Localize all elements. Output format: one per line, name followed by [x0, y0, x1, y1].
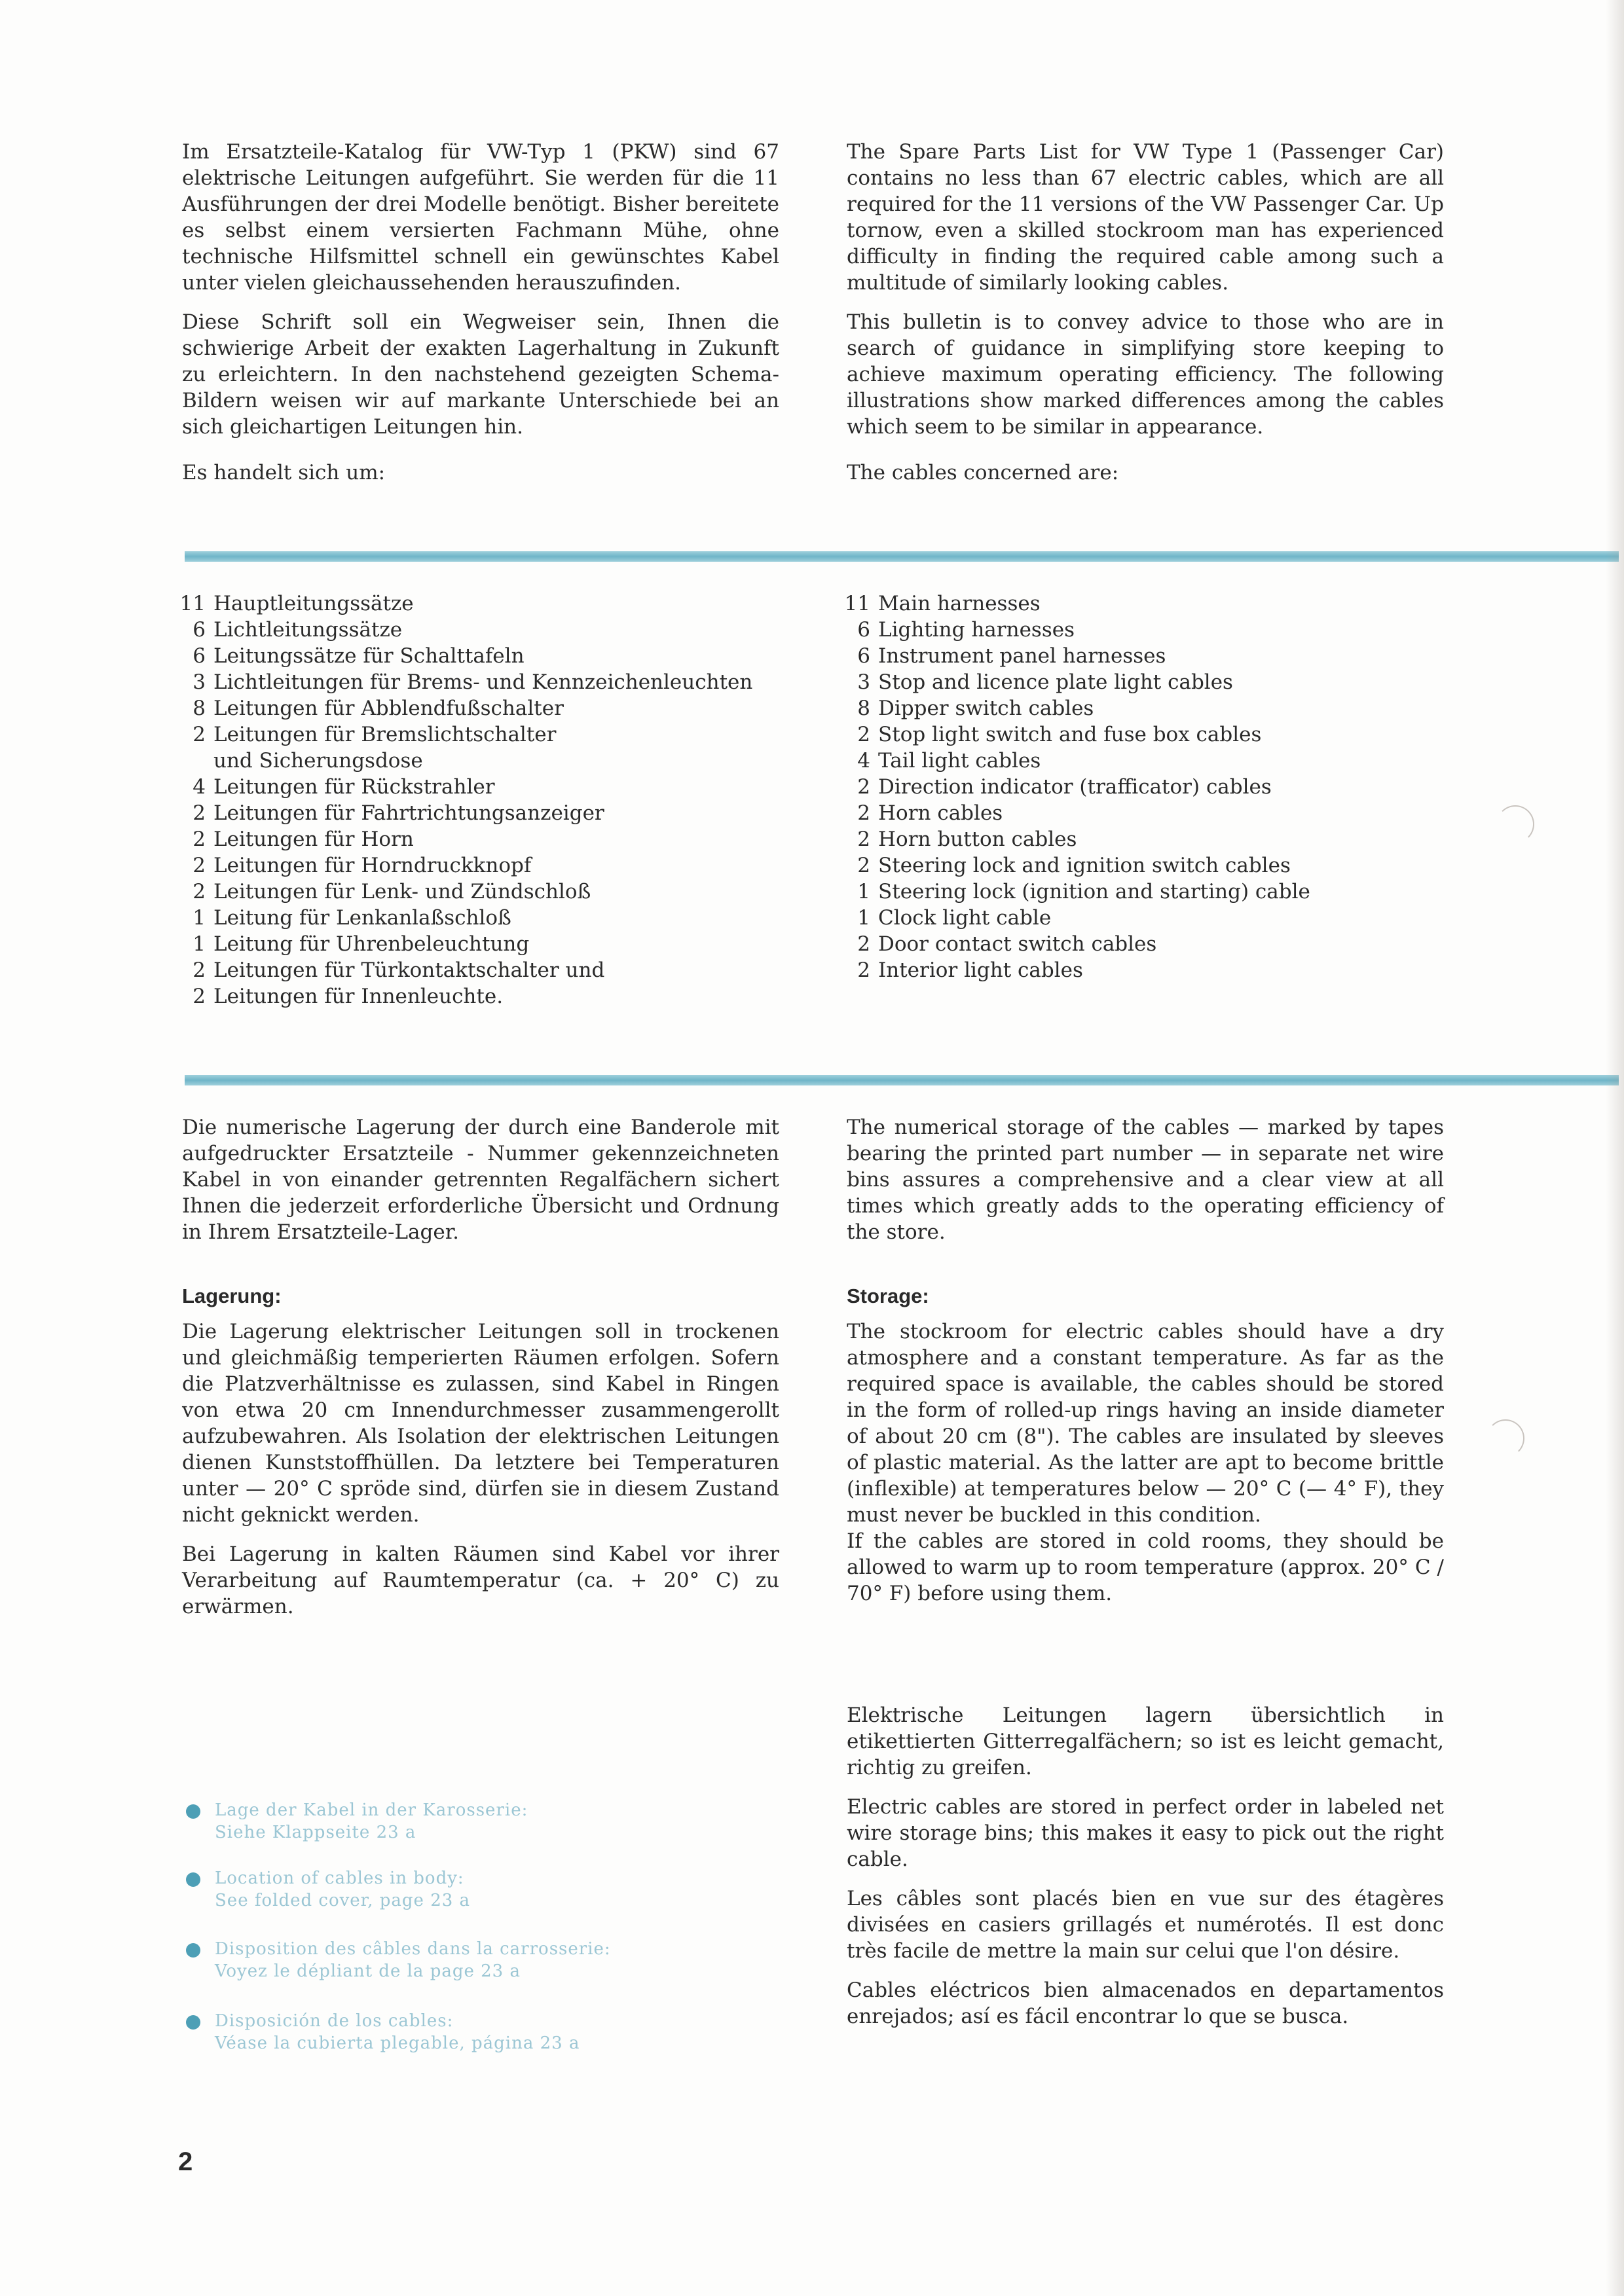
cable-list-item: [172, 591, 800, 617]
english-intro-lead: The cables concerned are:: [847, 461, 1119, 484]
cable-list-item: [172, 983, 800, 1010]
cable-list-item: [836, 748, 1465, 774]
cable-count: 1: [193, 906, 206, 930]
cable-description: Lichtleitungssätze: [213, 618, 403, 642]
binder-hole-icon: [1496, 805, 1534, 843]
location-note-line: See folded cover, page 23 a: [215, 1891, 471, 1910]
bullet-icon: [186, 1872, 200, 1887]
cable-list-item: [836, 695, 1465, 721]
location-note-line: Véase la cubierta plegable, página 23 a: [215, 2033, 580, 2053]
cable-list-item: [836, 957, 1465, 983]
cable-list-item: [172, 748, 800, 774]
english-intro: [847, 139, 1444, 499]
german-storage-paragraph: Die Lagerung elektrischer Leitungen soll in trockenen und gleichmäßig temperierten Räumen erfolgen. Sofern die Platzverhältnisse es zulassen, sind Kabel in Ringen von etwa 20 cm Innendurchmesser zusammengerollt aufzubewahren. Als Isolation der elektrischen Leitungen dienen Kunststoffhüllen. Da letztere bei Temperaturen unter — 20° C spröde sind, dürfen sie in diesem Zustand nicht geknickt werden.: [182, 1320, 779, 1527]
cable-list-item: [172, 931, 800, 957]
cable-list-item: [836, 905, 1465, 931]
english-storage-paragraph: If the cables are stored in cold rooms, they should be allowed to warm up to room temperature (approx. 20° C / 70° F) before using them.: [847, 1529, 1444, 1605]
german-intro-paragraph: Diese Schrift soll ein Wegweiser sein, Ihnen die schwierige Arbeit der exakten Lagerhaltung in Zukunft zu erleichtern. In den nachstehend gezeigten Schema-Bildern weisen wir auf markante Unterschiede bei an sich gleichartigen Leitungen hin.: [182, 310, 779, 439]
cable-description: Clock light cable: [878, 906, 1052, 930]
english-intro-paragraph: The Spare Parts List for VW Type 1 (Passenger Car) contains no less than 67 electric cables, which are all required for the 11 versions of the VW Passenger Car. Up tornow, even a skilled stockroom man has experienced difficulty in finding the required cable among such a multitude of similarly looking cables.: [847, 140, 1444, 295]
cable-count: 2: [857, 723, 870, 746]
page-number: 2: [178, 2147, 193, 2176]
cable-description: Leitung für Uhrenbeleuchtung: [213, 932, 530, 956]
cable-count: 2: [193, 801, 206, 825]
cable-count: 2: [857, 854, 870, 877]
cable-list-item: [172, 879, 800, 905]
cable-list-item: [172, 721, 800, 748]
cable-description: Hauptleitungssätze: [213, 592, 414, 615]
english-intro-paragraph: This bulletin is to convey advice to those who are in search of guidance in simplifying store keeping to achieve maximum operating efficiency. The following illustrations show marked differences among the cables which seem to be similar in appearance.: [847, 310, 1444, 439]
cable-count: 2: [857, 801, 870, 825]
cable-count: 1: [857, 880, 870, 903]
english-storage-paragraph: The stockroom for electric cables should have a dry atmosphere and a constant temperature. As far as the required space is available, the cables should be stored in the form of rolled-up rings having an inside diameter of about 20 cm (8"). The cables are insulated by sleeves of plastic material. As the latter are apt to become brittle (inflexible) at temperatures below — 20° C (— 4° F), they must never be buckled in this condition.: [847, 1320, 1444, 1527]
location-note-line: Siehe Klappseite 23 a: [215, 1823, 416, 1842]
cable-count: 6: [857, 618, 870, 642]
cable-description: Leitungen für Horn: [213, 828, 414, 851]
cable-description: Stop light switch and fuse box cables: [878, 723, 1262, 746]
german-storage-intro: Die numerische Lagerung der durch eine Banderole mit aufgedruckter Ersatzteile - Nummer gekennzeichneten Kabel in von einander getrennten Regalfächern sichert Ihnen die jederzeit erforderliche Übersicht und Ordnung in Ihrem Ersatzteile-Lager.: [182, 1116, 779, 1244]
cable-description: Steering lock (ignition and starting) cable: [878, 880, 1310, 903]
cable-description: Leitungen für Abblendfußschalter: [213, 697, 564, 720]
cable-description: Tail light cables: [878, 749, 1041, 773]
german-intro-lead: Es handelt sich um:: [182, 461, 386, 484]
location-note: [186, 1799, 528, 1844]
location-note-line: Disposición de los cables:: [215, 2011, 454, 2031]
caption-german: Elektrische Leitungen lagern übersichtlich in etikettierten Gitterregalfächern; so ist es leicht gemacht, richtig zu greifen.: [847, 1704, 1444, 1779]
cable-list-item: [172, 852, 800, 879]
cable-list-item: [836, 826, 1465, 852]
cable-count: 4: [857, 749, 870, 773]
cable-description: Interior light cables: [878, 958, 1083, 982]
cable-description: Direction indicator (trafficator) cables: [878, 775, 1272, 799]
cable-count: 2: [857, 828, 870, 851]
cable-count: 2: [193, 958, 206, 982]
cable-list-item: [172, 957, 800, 983]
location-note: [186, 2010, 580, 2054]
german-intro-paragraph: Im Ersatzteile-Katalog für VW-Typ 1 (PKW) sind 67 elektrische Leitungen aufgeführt. Sie werden für die 11 Ausführungen der drei Modelle benötigt. Bisher bereitete es selbst einem versierten Fachmann Mühe, ohne technische Hilfsmittel schnell ein gewünschtes Kabel unter vielen gleichaussehenden herauszufinden.: [182, 140, 779, 295]
cable-count: 1: [193, 932, 206, 956]
cable-list-item: [172, 905, 800, 931]
cable-list-item: [172, 774, 800, 800]
caption-english: Electric cables are stored in perfect order in labeled net wire storage bins; this makes it easy to pick out the right cable.: [847, 1795, 1444, 1871]
cable-description: Leitungssätze für Schalttafeln: [213, 644, 525, 668]
cable-description: Leitungen für Innenleuchte.: [213, 985, 504, 1008]
cable-count: 8: [193, 697, 206, 720]
bullet-icon: [186, 1943, 200, 1958]
german-storage-heading: Lagerung:: [182, 1285, 282, 1307]
cable-count: 2: [193, 828, 206, 851]
cable-count: 1: [857, 906, 870, 930]
cable-description: Leitungen für Horndruckknopf: [213, 854, 532, 877]
cable-count: 6: [193, 644, 206, 668]
cable-count: [172, 748, 213, 774]
cable-list-item: [836, 879, 1465, 905]
cable-list-item: [172, 826, 800, 852]
cable-count: 6: [193, 618, 206, 642]
english-storage-heading: Storage:: [847, 1285, 929, 1307]
german-cable-list: [172, 591, 800, 1010]
binder-hole-icon: [1486, 1419, 1524, 1457]
location-note: [186, 1938, 611, 1982]
location-note-line: Location of cables in body:: [215, 1868, 464, 1888]
cable-description: Lighting harnesses: [878, 618, 1075, 642]
cable-description: Dipper switch cables: [878, 697, 1094, 720]
german-storage-paragraph: Bei Lagerung in kalten Räumen sind Kabel vor ihrer Verarbeitung auf Raumtemperatur (ca. + 20° C) zu erwärmen.: [182, 1542, 779, 1618]
cable-list-item: [172, 800, 800, 826]
cable-count: 2: [193, 985, 206, 1008]
divider-band-bottom: [185, 1075, 1619, 1085]
cable-list-item: [836, 643, 1465, 669]
cable-description: Lichtleitungen für Brems- und Kennzeichenleuchten: [213, 670, 753, 694]
cable-description: Steering lock and ignition switch cables: [878, 854, 1291, 877]
caption-french: Les câbles sont placés bien en vue sur des étagères divisées en casiers grillagés et numérotés. Il est donc très facile de mettre la main sur celui que l'on désire.: [847, 1887, 1444, 1963]
cable-list-item: [836, 800, 1465, 826]
bullet-icon: [186, 2015, 200, 2030]
cable-count: 2: [857, 958, 870, 982]
bullet-icon: [186, 1804, 200, 1819]
cable-list-item: [172, 695, 800, 721]
cable-count: 2: [857, 932, 870, 956]
cable-description: Stop and licence plate light cables: [878, 670, 1233, 694]
cable-count: 11: [844, 592, 870, 615]
english-cable-list: [836, 591, 1465, 983]
cable-description: Leitungen für Bremslichtschalter: [213, 723, 557, 746]
cable-list-item: [836, 617, 1465, 643]
cable-count: 3: [857, 670, 870, 694]
cable-count: 2: [857, 775, 870, 799]
cable-list-item: [172, 617, 800, 643]
cable-count: 2: [193, 723, 206, 746]
cable-description: Horn button cables: [878, 828, 1077, 851]
german-intro: [182, 139, 779, 499]
cable-list-item: [172, 669, 800, 695]
photo-captions: [847, 1702, 1444, 2043]
cable-list-item: [836, 774, 1465, 800]
cable-count: 6: [857, 644, 870, 668]
cable-description: und Sicherungsdose: [213, 749, 423, 773]
german-storage: [182, 1114, 779, 1633]
cable-count: 2: [193, 854, 206, 877]
cable-list-item: [836, 591, 1465, 617]
location-note: [186, 1867, 470, 1912]
english-storage-intro: The numerical storage of the cables — marked by tapes bearing the printed part number — in separate net wire bins assures a comprehensive and a clear view at all times which greatly adds to the operating efficiency of the store.: [847, 1116, 1444, 1244]
cable-count: 11: [179, 592, 206, 615]
cable-description: Leitung für Lenkanlaßschloß: [213, 906, 511, 930]
cable-list-item: [836, 721, 1465, 748]
cable-description: Leitungen für Rückstrahler: [213, 775, 495, 799]
cable-description: Leitungen für Lenk- und Zündschloß: [213, 880, 591, 903]
english-storage: [847, 1114, 1444, 1620]
cable-count: 2: [193, 880, 206, 903]
location-note-line: Disposition des câbles dans la carrosserie:: [215, 1939, 611, 1959]
cable-description: Horn cables: [878, 801, 1003, 825]
cable-count: 3: [193, 670, 206, 694]
page-edge-shadow: [1606, 0, 1624, 2296]
divider-band-top: [185, 551, 1619, 562]
cable-count: 8: [857, 697, 870, 720]
cable-description: Instrument panel harnesses: [878, 644, 1166, 668]
cable-count: 4: [193, 775, 206, 799]
cable-list-item: [172, 643, 800, 669]
cable-list-item: [836, 852, 1465, 879]
location-note-line: Voyez le dépliant de la page 23 a: [215, 1961, 521, 1981]
location-note-line: Lage der Kabel in der Karosserie:: [215, 1800, 528, 1820]
cable-description: Leitungen für Türkontaktschalter und: [213, 958, 605, 982]
cable-description: Leitungen für Fahrtrichtungsanzeiger: [213, 801, 604, 825]
cable-list-item: [836, 669, 1465, 695]
cable-description: Main harnesses: [878, 592, 1041, 615]
cable-description: Door contact switch cables: [878, 932, 1157, 956]
cable-list-item: [836, 931, 1465, 957]
caption-spanish: Cables eléctricos bien almacenados en departamentos enrejados; así es fácil encontrar lo que se busca.: [847, 1978, 1444, 2028]
